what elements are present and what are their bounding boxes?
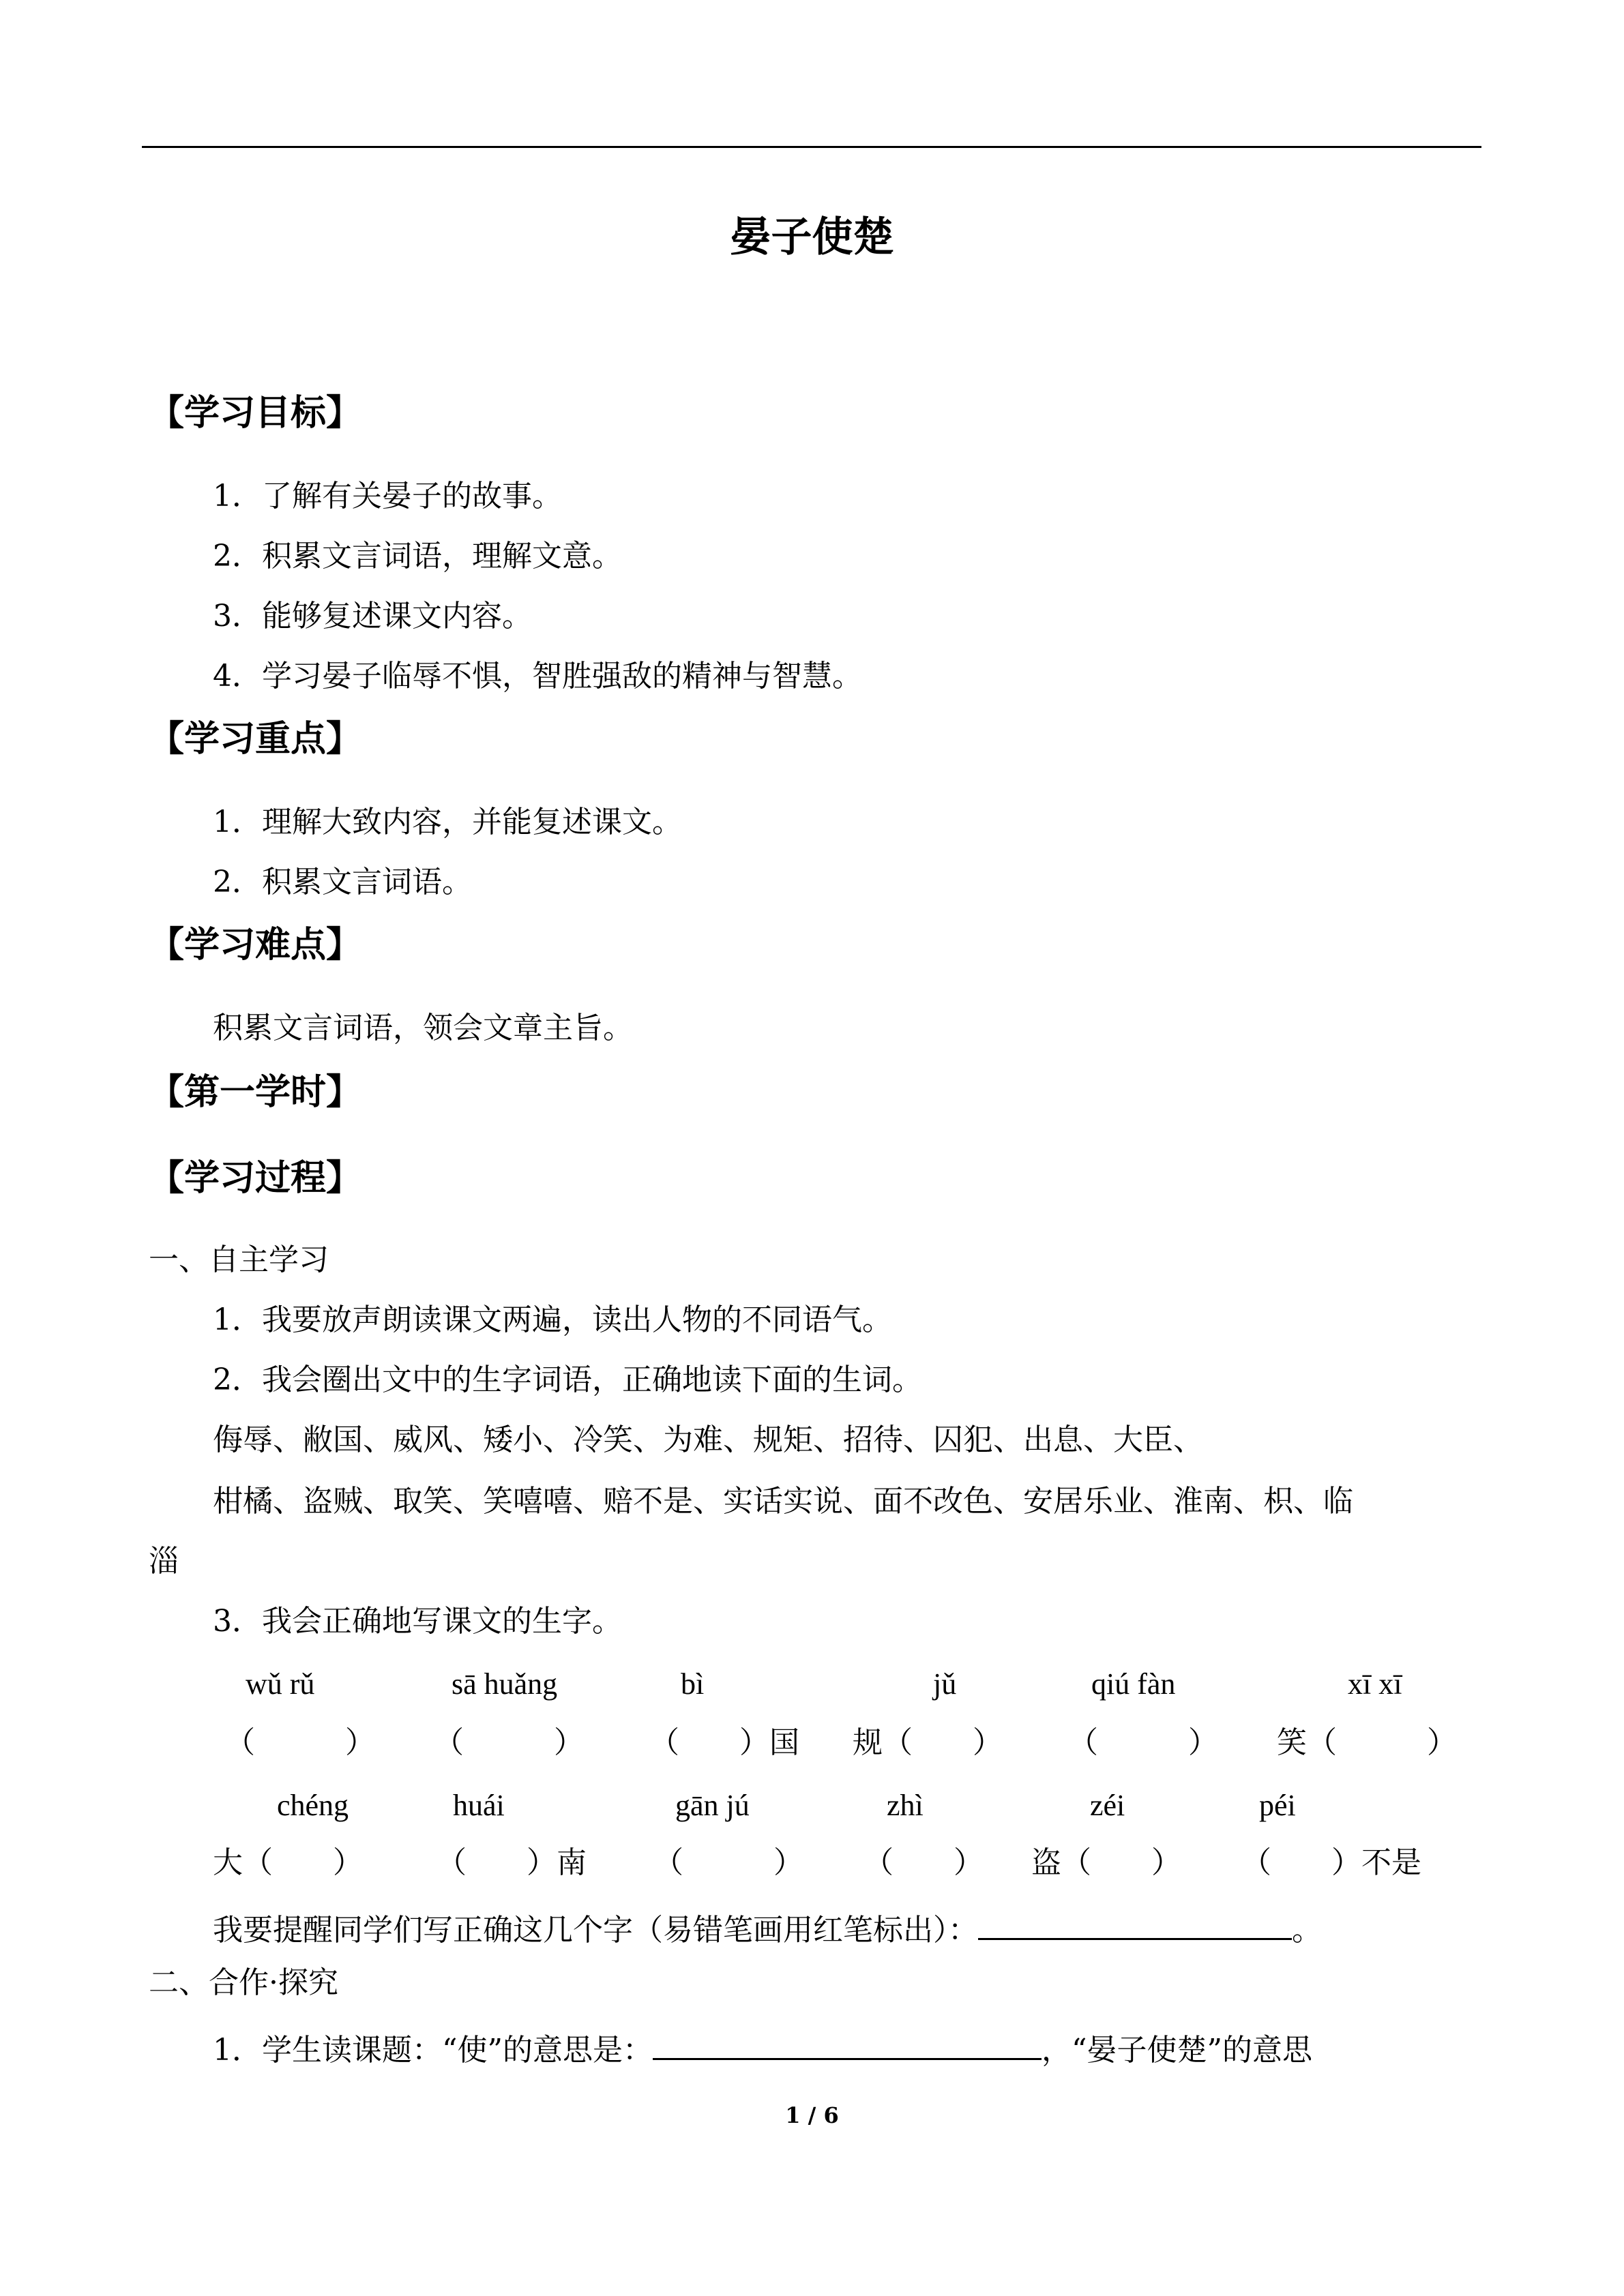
pinyin-label: xī xī: [1348, 1667, 1402, 1701]
cooperation-label: 二、合作·探究: [149, 1965, 338, 2000]
answer-blank[interactable]: 盗（ ）: [1031, 1845, 1181, 1880]
answer-blank[interactable]: （ ）: [863, 1845, 984, 1880]
pinyin-label: sā huǎng: [452, 1667, 558, 1701]
answer-blank[interactable]: （ ）: [1068, 1725, 1218, 1760]
key-point-item: 2．积累文言词语。: [213, 865, 472, 899]
self-study-item: 3．我会正确地写课文的生字。: [213, 1604, 622, 1639]
difficulties-heading: 【学习难点】: [149, 924, 362, 966]
pinyin-label: péi: [1259, 1789, 1296, 1822]
answer-blank[interactable]: 笑（ ）: [1277, 1725, 1457, 1760]
goal-item: 3．能够复述课文内容。: [213, 599, 532, 633]
answer-blank[interactable]: （ ）: [653, 1845, 803, 1880]
pinyin-label: qiú fàn: [1091, 1667, 1176, 1701]
answer-blank[interactable]: （ ）不是: [1241, 1845, 1421, 1880]
goal-item: 2．积累文言词语，理解文意。: [213, 539, 622, 573]
page-number: 1 / 6: [785, 2102, 839, 2128]
goals-heading: 【学习目标】: [149, 392, 362, 434]
pinyin-label: bì: [681, 1667, 705, 1701]
pinyin-label: gān jú: [675, 1789, 750, 1822]
pinyin-label: chéng: [277, 1789, 349, 1822]
pinyin-label: zéi: [1090, 1789, 1125, 1822]
reminder-line: [213, 1908, 1322, 1948]
answer-blank[interactable]: （ ）南: [437, 1845, 587, 1880]
self-study-item: 2．我会圈出文中的生字词语，正确地读下面的生词。: [213, 1362, 922, 1397]
question-blank[interactable]: [653, 2028, 1042, 2060]
self-study-item: 1．我要放声朗读课文两遍，读出人物的不同语气。: [213, 1302, 892, 1337]
goal-item: 1．了解有关晏子的故事。: [213, 479, 562, 513]
page-title: 晏子使楚: [730, 213, 894, 261]
question-end: ，“晏子使楚”的意思: [1041, 2033, 1312, 2068]
self-study-label: 一、自主学习: [149, 1242, 329, 1277]
answer-blank[interactable]: 规（ ）: [853, 1725, 1003, 1760]
lesson-heading: 【第一学时】: [149, 1071, 362, 1113]
pinyin-label: huái: [453, 1789, 505, 1822]
answer-blank[interactable]: （ ）: [434, 1725, 584, 1760]
key-point-item: 1．理解大致内容，并能复述课文。: [213, 805, 682, 839]
pinyin-label: zhì: [887, 1789, 924, 1822]
answer-blank[interactable]: 大（ ）: [213, 1845, 363, 1880]
question-start: 1．学生读课题：“使”的意思是：: [213, 2033, 653, 2068]
vocab-line: 淄: [149, 1544, 179, 1579]
reminder-blank[interactable]: [978, 1908, 1292, 1940]
goal-item: 4．学习晏子临辱不惧，智胜强敌的精神与智慧。: [213, 659, 862, 694]
header-rule: [142, 146, 1481, 148]
answer-blank[interactable]: （ ）国: [649, 1725, 799, 1760]
answer-blank[interactable]: （ ）: [225, 1725, 375, 1760]
difficulties-text: 积累文言词语，领会文章主旨。: [213, 1011, 633, 1045]
vocab-line: 柑橘、盗贼、取笑、笑嘻嘻、赔不是、实话实说、面不改色、安居乐业、淮南、枳、临: [213, 1484, 1353, 1519]
reminder-end: 。: [1292, 1913, 1322, 1948]
vocab-line: 侮辱、敝国、威风、矮小、冷笑、为难、规矩、招待、囚犯、出息、大臣、: [213, 1422, 1203, 1457]
pinyin-label: wǔ rǔ: [246, 1667, 315, 1701]
pinyin-label: jǔ: [933, 1667, 957, 1701]
reminder-text: 我要提醒同学们写正确这几个字（易错笔画用红笔标出）：: [213, 1913, 978, 1948]
process-heading: 【学习过程】: [149, 1157, 362, 1199]
key-points-heading: 【学习重点】: [149, 718, 362, 760]
cooperation-question: [213, 2028, 1312, 2066]
